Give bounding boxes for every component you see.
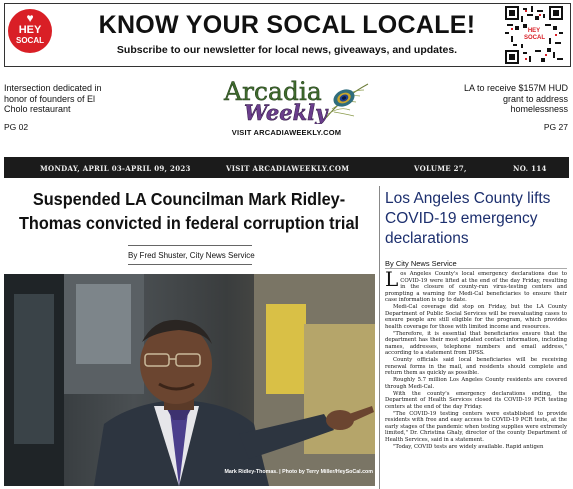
banner-headline: KNOW YOUR SOCAL LOCALE! [98, 11, 476, 39]
banner-subline: Subscribe to our newsletter for local news, giveaways, and updates. [116, 44, 458, 56]
main-story-headline[interactable]: Suspended LA Councilman Mark Ridley-Thomas convicted in federal corruption trial [18, 189, 360, 233]
teaser-left-page: PG 02 [4, 122, 29, 132]
qr-label: HEY SOCAL [524, 28, 545, 41]
side-paragraph [385, 271, 567, 304]
logo-word-arcadia: Arcadia [224, 77, 322, 106]
side-paragraph: Medi-Cal coverage did stop on Friday, but the LA County Department of Public Social Services will be reevaluating cases to ensure people are still eligible for the program, which provides health coverage for those with limited income and resources. [385, 304, 567, 330]
newsletter-banner[interactable] [4, 3, 571, 67]
side-paragraph: "Today, COVID tests are widely available. Rapid antigen [393, 443, 544, 450]
issue-info-bar [4, 157, 569, 178]
issue-number: NO. 114 [513, 164, 547, 173]
hey-socal-logo [8, 9, 52, 53]
qr-code-icon[interactable] [505, 6, 563, 64]
side-story-body [385, 271, 567, 489]
byline-rule-top [128, 245, 252, 246]
logo-word-weekly: Weekly [244, 100, 328, 124]
photo-caption: Mark Ridley-Thomas. | Photo by Terry Miller/HeySoCal.com [224, 469, 373, 475]
logo-graphic [222, 76, 372, 124]
teaser-right[interactable]: LA to receive $157M HUD grant to address homelessness [463, 83, 568, 114]
side-story-byline: By City News Service [385, 259, 457, 268]
teaser-right-page: PG 27 [543, 122, 568, 132]
side-paragraph: "Therefore, it is essential that beneficiaries ensure that the department has their most updated contact information, including names, addresses, telephone numbers and email address," according to a statement from DPSS. [385, 330, 567, 356]
masthead-url-link[interactable]: VISIT ARCADIAWEEKLY.COM [231, 128, 342, 137]
heart-icon: ♥ [26, 11, 34, 25]
side-paragraph: With the county's emergency declarations ending, the Department of Health Services closed its COVID-19 PCR testing centers at the end of the day Friday. [385, 390, 567, 410]
side-paragraph: "The COVID-19 testing centers were established to provide residents with free and easy access to COVID-19 PCR tests, at the early stages of the pandemic when testing supplies were extremely limited," Dr. Christina Ghaly, director of the county Department of Health Services, said in a statement. [385, 410, 567, 443]
main-story-photo[interactable] [4, 274, 375, 486]
side-paragraph-text: os Angeles County's local emergency declarations due to COVID-19 were lifted at the end of the day Friday, resulting in the closure of county-run virus-testing centers and prompting a warning for Medi-Cal beneficiaries to ensure their case information is up to date. [385, 271, 567, 303]
byline-rule-bottom [128, 264, 252, 265]
photo-illustration [4, 274, 375, 486]
issue-date: MONDAY, APRIL 03-APRIL 09, 2023 [40, 164, 191, 173]
peacock-feather-icon [326, 84, 368, 118]
side-byline-rule [385, 268, 567, 269]
issue-url-link[interactable]: VISIT ARCADIAWEEKLY.COM [226, 164, 350, 173]
arcadia-weekly-logo[interactable] [222, 76, 372, 124]
main-story-byline: By Fred Shuster, City News Service [128, 251, 255, 260]
drop-cap: L [385, 271, 399, 291]
issue-volume: VOLUME 27, [414, 164, 467, 173]
column-divider [379, 186, 380, 489]
side-paragraph: Roughly 5.7 million Los Angeles County residents are covered through Medi-Cal. [385, 377, 567, 390]
teaser-left[interactable]: Intersection dedicated in honor of founders of El Cholo restaurant [4, 83, 102, 114]
logo-word-socal: SOCAL [16, 36, 44, 45]
side-paragraph: County officials said local beneficiaries will be receiving renewal forms in the mail, and residents should complete and return them as quickly as possible. [385, 357, 567, 376]
logo-word-hey: HEY [18, 24, 42, 36]
side-story-headline[interactable]: Los Angeles County lifts COVID-19 emergency declarations [385, 190, 551, 247]
